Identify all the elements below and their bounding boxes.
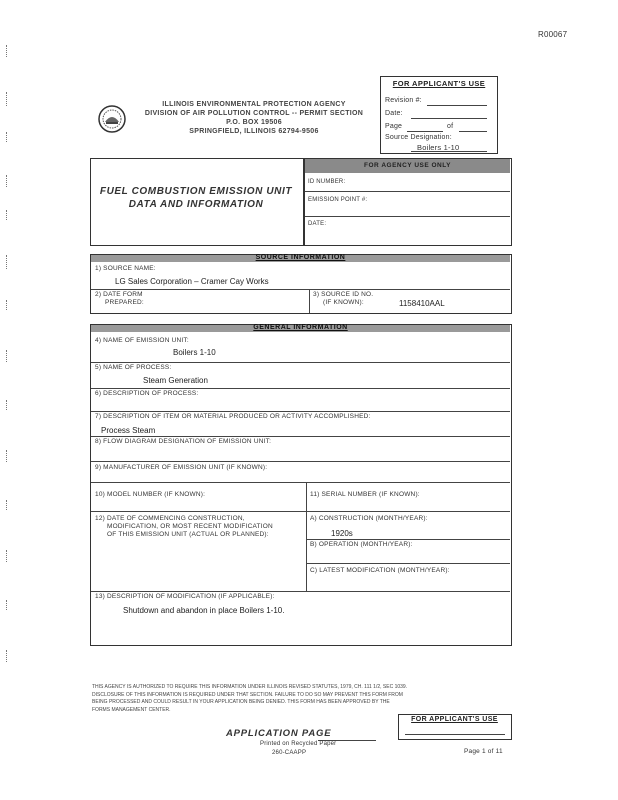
agency-seal-logo [97, 104, 127, 134]
document-id: R00067 [538, 30, 568, 39]
construction-date-value: 1920s [331, 529, 353, 538]
serial-number-label: 11) SERIAL NUMBER (IF KNOWN): [310, 491, 420, 498]
item-produced-value: Process Steam [101, 426, 156, 435]
gi-divider-10 [91, 511, 510, 512]
gi-col-divider-10 [306, 482, 307, 511]
printed-on-recycled-paper: Printed on Recycled Paper [260, 741, 337, 747]
footer-notice-line-1: THIS AGENCY IS AUTHORIZED TO REQUIRE THIS INFORMATION UNDER ILLINOIS REVISED STATUTES, 1979, CH. 111 1/2, SEC 1039. [92, 684, 408, 690]
scan-margin-mark [6, 300, 10, 310]
page-field-label: Page [385, 123, 403, 130]
agency-use-divider-1 [305, 191, 510, 192]
page-of-label: of [447, 123, 454, 130]
footer-notice-line-2: DISCLOSURE OF THIS INFORMATION IS REQUIRED UNDER THAT SECTION. FAILURE TO DO SO MAY PREVENT THIS FORM FROM [92, 691, 403, 698]
date-field-line [411, 118, 487, 119]
source-designation-line [411, 151, 487, 152]
gi-divider-6 [91, 411, 510, 412]
agency-use-box [304, 158, 512, 246]
scan-margin-mark [6, 45, 10, 57]
revision-field-label: Revision #: [385, 97, 422, 104]
gi-divider-8 [91, 461, 510, 462]
scan-margin-mark [6, 550, 10, 562]
applicant-use-box [380, 76, 498, 154]
id-number-label: ID NUMBER: [308, 179, 346, 185]
gi-divider-12 [91, 591, 510, 592]
footer-applicant-use-box [398, 714, 512, 740]
gi-divider-4 [91, 362, 510, 363]
source-designation-value: Boilers 1-10 [417, 143, 460, 152]
commencing-date-line-3: OF THIS EMISSION UNIT (ACTUAL OR PLANNED): [107, 531, 269, 538]
gi-divider-12a [306, 539, 510, 540]
date-prepared-label: PREPARED: [105, 299, 144, 306]
page-count: Page 1 of 11 [464, 748, 503, 755]
date-form-label: 2) DATE FORM [95, 291, 143, 298]
form-number: 260-CAAPP [272, 750, 307, 756]
source-info-header: SOURCE INFORMATION [255, 254, 346, 261]
model-number-label: 10) MODEL NUMBER (IF KNOWN): [95, 491, 206, 498]
emission-unit-name-label: 4) NAME OF EMISSION UNIT: [95, 337, 189, 344]
gi-col-divider-12 [306, 511, 307, 591]
gi-divider-5 [91, 388, 510, 389]
process-description-label: 6) DESCRIPTION OF PROCESS: [95, 390, 199, 397]
scan-margin-mark [6, 450, 10, 462]
emission-unit-name-value: Boilers 1-10 [173, 348, 216, 357]
agency-name: ILLINOIS ENVIRONMENTAL PROTECTION AGENCY [162, 101, 346, 108]
agency-use-divider-2 [305, 216, 510, 217]
source-id-value: 1158410AAL [399, 299, 445, 308]
construction-date-label: A) CONSTRUCTION (MONTH/YEAR): [310, 515, 428, 522]
application-page-label: APPLICATION PAGE [226, 728, 332, 739]
page-of-line [459, 131, 487, 132]
operation-date-label: B) OPERATION (MONTH/YEAR): [310, 541, 413, 548]
footer-notice-line-4: FORMS MANAGEMENT CENTER. [92, 706, 171, 713]
commencing-date-line-1: 12) DATE OF COMMENCING CONSTRUCTION, [95, 515, 245, 522]
applicant-use-title: FOR APPLICANT'S USE [392, 79, 486, 88]
scan-margin-mark [6, 255, 10, 269]
scan-margin-mark [6, 92, 10, 106]
gi-divider-9 [91, 482, 510, 483]
modification-description-label: 13) DESCRIPTION OF MODIFICATION (IF APPLICABLE): [95, 593, 275, 600]
manufacturer-label: 9) MANUFACTURER OF EMISSION UNIT (IF KNOWN): [95, 464, 268, 471]
agency-division: DIVISION OF AIR POLLUTION CONTROL -- PERMIT SECTION [144, 110, 364, 117]
source-id-no-label: 3) SOURCE ID NO. [313, 291, 374, 298]
scan-margin-mark [6, 350, 10, 362]
source-id-label [313, 291, 373, 307]
source-info-col-divider [309, 289, 310, 313]
form-title [91, 185, 301, 211]
source-name-value: LG Sales Corporation – Cramer Cay Works [115, 277, 269, 286]
scan-margin-mark [6, 175, 10, 187]
form-title-line-1: FUEL COMBUSTION EMISSION UNIT [99, 186, 293, 197]
agency-use-header: FOR AGENCY USE ONLY [364, 162, 451, 169]
gi-divider-7 [91, 436, 510, 437]
source-info-section [90, 254, 512, 314]
general-info-header: GENERAL INFORMATION [253, 324, 348, 331]
emission-point-label: EMISSION POINT #: [308, 197, 368, 203]
scan-margin-mark [6, 650, 10, 662]
footer-applicant-use-title: FOR APPLICANT'S USE [411, 716, 498, 723]
process-name-value: Steam Generation [143, 376, 208, 385]
scan-margin-mark [6, 500, 10, 510]
process-name-label: 5) NAME OF PROCESS: [95, 364, 172, 371]
page-field-line [407, 131, 443, 132]
item-produced-label: 7) DESCRIPTION OF ITEM OR MATERIAL PRODUCED OR ACTIVITY ACCOMPLISHED: [95, 413, 371, 420]
commencing-date-label [95, 515, 273, 539]
scan-margin-mark [6, 132, 10, 142]
date-form-prepared-label [95, 291, 144, 307]
footer-notice [92, 684, 502, 714]
scan-margin-mark [6, 400, 10, 410]
form-title-line-2: DATA AND INFORMATION [128, 199, 264, 210]
source-id-if-known-label: (IF KNOWN): [323, 299, 364, 306]
source-info-divider [91, 289, 510, 290]
scan-margin-mark [6, 210, 10, 220]
gi-divider-12b [306, 563, 510, 564]
general-info-section [90, 324, 512, 646]
agency-date-label: DATE: [308, 221, 327, 227]
footer-notice-line-3: BEING PROCESSED AND COULD RESULT IN YOUR APPLICATION BEING DENIED. THIS FORM HAS BEEN APPROVED BY THE [92, 699, 390, 705]
source-designation-label: Source Designation: [385, 134, 452, 141]
source-name-label: 1) SOURCE NAME: [95, 265, 156, 272]
latest-modification-date-label: C) LATEST MODIFICATION (MONTH/YEAR): [310, 567, 450, 574]
modification-description-value: Shutdown and abandon in place Boilers 1-10. [123, 606, 285, 615]
agency-city: SPRINGFIELD, ILLINOIS 62794-9506 [189, 128, 319, 135]
scan-margin-mark [6, 600, 10, 610]
form-title-box [90, 158, 304, 246]
agency-header [134, 100, 374, 136]
revision-field-line [427, 105, 487, 106]
date-field-label: Date: [385, 110, 403, 117]
commencing-date-line-2: MODIFICATION, OR MOST RECENT MODIFICATION [107, 523, 273, 530]
footer-applicant-use-line [405, 734, 505, 735]
flow-diagram-label: 8) FLOW DIAGRAM DESIGNATION OF EMISSION UNIT: [95, 438, 272, 445]
agency-po-box: P.O. BOX 19506 [226, 119, 282, 126]
